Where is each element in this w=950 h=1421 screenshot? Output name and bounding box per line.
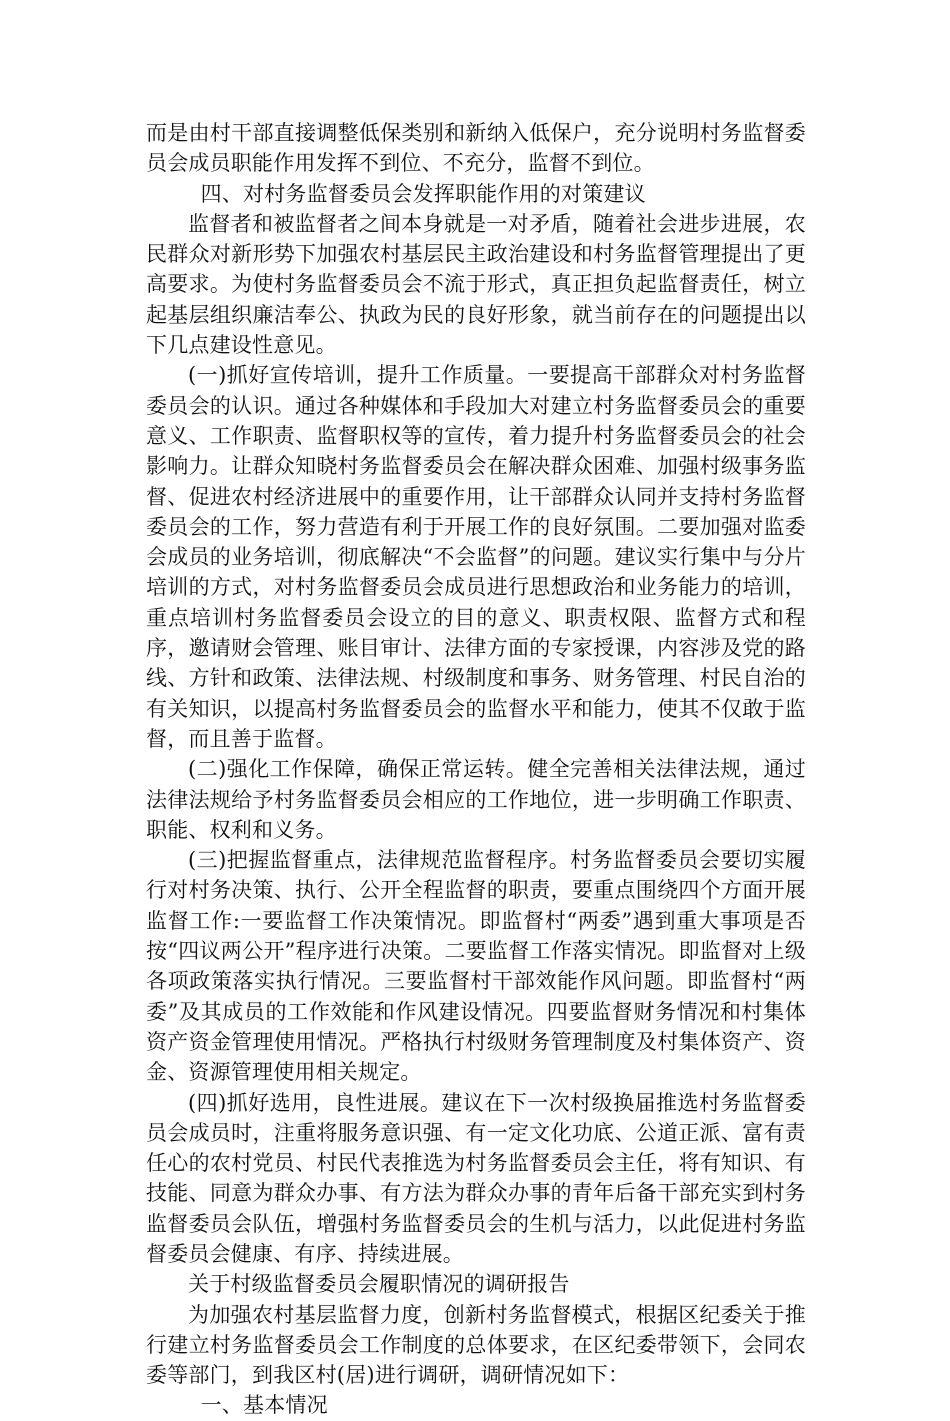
paragraph-point-3: (三)把握监督重点，法律规范监督程序。村务监督委员会要切实履行对村务决策、执行、公开全程监督的职责，要重点围绕四个方面开展监督工作:一要监督工作决策情况。即监督村“两委”遇到重大事项是否按“四议两公开”程序进行决策。二要监督工作落实情况。即监督对上级各项政策落实执行情况。三要监督村干部效能作风问题。即监督村“两委”及其成员的工作效能和作风建设情况。四要监督财务情况和村集体资产资金管理使用情况。严格执行村级财务管理制度及村集体资产、资金、资源管理使用相关规定。: [146, 848, 806, 1085]
section-heading-countermeasures: 四、对村务监督委员会发挥职能作用的对策建议: [200, 181, 646, 206]
paragraph-point-2: (二)强化工作保障，确保正常运转。健全完善相关法律法规，通过法律法规给予村务监督委员会相应的工作地位，进一步明确工作职责、职能、权利和义务。: [146, 757, 806, 842]
section-heading-basic: 一、基本情况: [200, 1393, 328, 1418]
paragraph-point-1: (一)抓好宣传培训，提升工作质量。一要提高干部群众对村务监督委员会的认识。通过各种媒体和手段加大对建立村务监督委员会的重要意义、工作职责、监督职权等的宣传，着力提升村务监督委员会的社会影响力。让群众知晓村务监督委员会在解决群众困难、加强村级事务监督、促进农村经济进展中的重要作用，让干部群众认同并支持村务监督委员会的工作，努力营造有利于开展工作的良好氛围。二要加强对监委会成员的业务培训，彻底解决“不会监督”的问题。建议实行集中与分片培训的方式，对村务监督委员会成员进行思想政治和业务能力的培训，重点培训村务监督委员会设立的目的意义、职责权限、监督方式和程序，邀请财会管理、账目审计、法律方面的专家授课，内容涉及党的路线、方针和政策、法律法规、村级制度和事务、财务管理、村民自治的有关知识，以提高村务监督委员会的监督水平和能力，使其不仅敢于监督，而且善于监督。: [146, 363, 806, 751]
paragraph-point-4: (四)抓好选用，良性进展。建议在下一次村级换届推选村务监督委员会成员时，注重将服务意识强、有一定文化功底、公道正派、富有责任心的农村党员、村民代表推选为村务监督委员会主任，将有知识、有技能、同意为群众办事、有方法为群众办事的青年后备干部充实到村务监督委员会队伍，增强村务监督委员会的生机与活力，以此促进村务监督委员会健康、有序、持续进展。: [146, 1090, 806, 1266]
paragraph-continuation: 而是由村干部直接调整低保类别和新纳入低保户，充分说明村务监督委员会成员职能作用发挥不到位、不充分，监督不到位。: [146, 121, 806, 176]
document-page: [146, 118, 806, 1421]
paragraph-intro: 监督者和被监督者之间本身就是一对矛盾，随着社会进步进展，农民群众对新形势下加强农村基层民主政治建设和村务监督管理提出了更高要求。为使村务监督委员会不流于形式，真正担负起监督责任，树立起基层组织廉洁奉公、执政为民的良好形象，就当前存在的问题提出以下几点建设性意见。: [146, 211, 806, 358]
paragraph-report-intro: 为加强农村基层监督力度，创新村务监督模式，根据区纪委关于推行建立村务监督委员会工作制度的总体要求，在区纪委带领下，会同农委等部门，到我区村(居)进行调研，调研情况如下：: [146, 1302, 806, 1388]
report-title: 关于村级监督委员会履职情况的调研报告: [188, 1272, 570, 1297]
